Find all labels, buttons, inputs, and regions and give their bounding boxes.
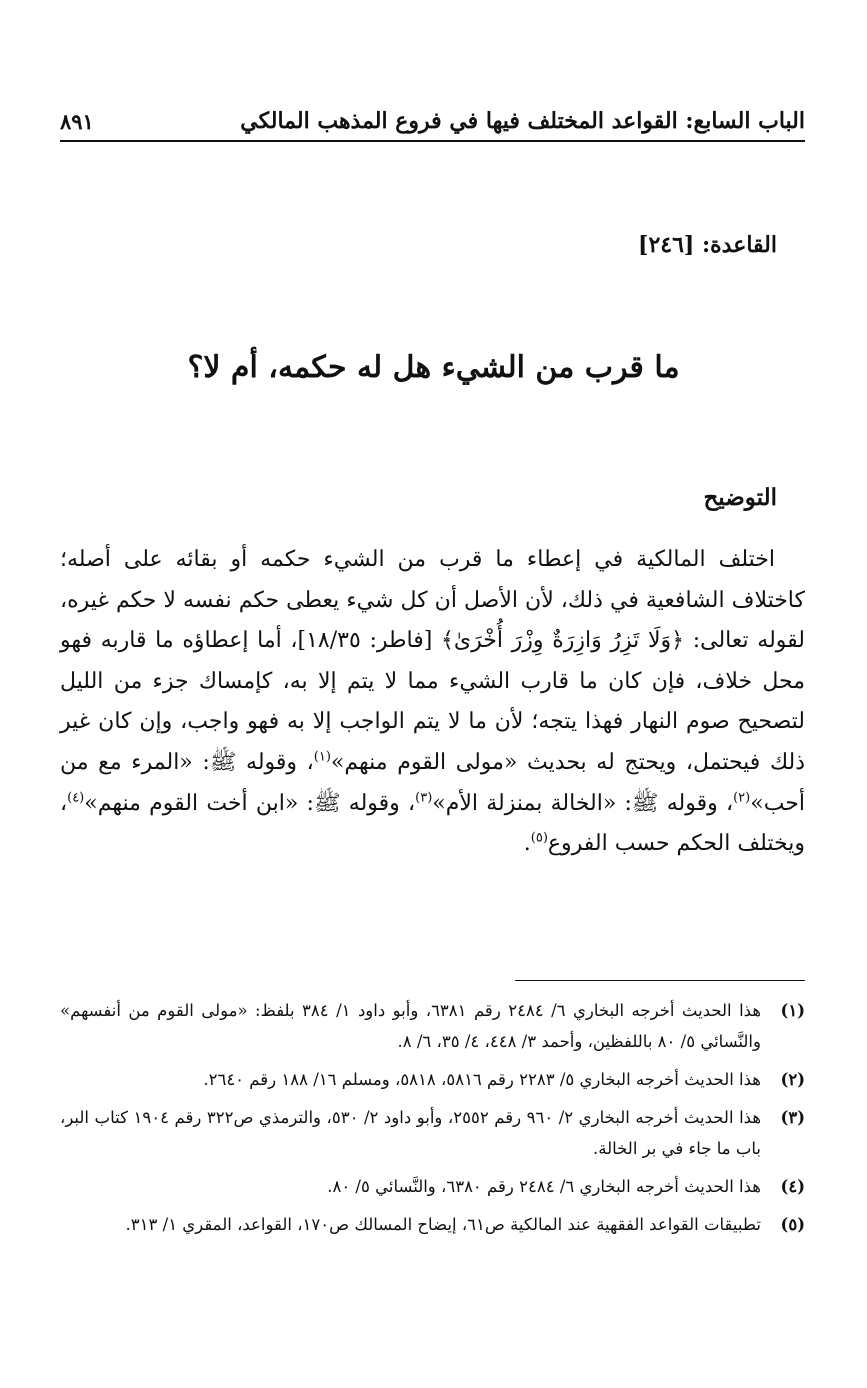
body-text-1: اختلف المالكية في إعطاء ما قرب من الشيء حكمه أو بقائه على أصله؛ كاختلاف الشافعية في ذلك، لأن الأصل أن كل شيء يعطى حكم نفسه لا حكم غيره، لقوله تعالى: ﴿وَلَا تَزِرُ وَازِرَةٌ وِزْرَ أُخْرَىٰ﴾ [فاطر: ١٨/٣٥]، أما إعطاؤه ما قاربه فهو محل خلاف، فإن كان ما قارب الشيء مما لا يتم إلا به، كإمساك جزء من الليل لتصحيح صوم النهار فهذا يتجه؛ لأن ما لا يتم الواجب إلا به فهو واجب، وإن كان غير ذلك فيحتمل، ويحتج له بحديث «مولى القوم منهم» [60, 547, 805, 775]
footnote-text: هذا الحديث أخرجه البخاري ٦/ ٢٤٨٤ رقم ٦٣٨٠، والنَّسائي ٥/ ٨٠. [327, 1177, 761, 1196]
footnote-text: هذا الحديث أخرجه البخاري ٢/ ٩٦٠ رقم ٢٥٥٢، وأبو داود ٢/ ٥٣٠، والترمذي ص٣٢٢ رقم ١٩٠٤ كتاب البر، باب ما جاء في بر الخالة. [60, 1108, 762, 1158]
rule-number: [٢٤٦] [638, 232, 695, 258]
header-rule [60, 140, 805, 142]
body-text-5: ، ويختلف الحكم حسب الفروع [60, 790, 805, 857]
body-text-3: ، وقوله ﷺ: «الخالة بمنزلة الأم» [432, 790, 734, 816]
body-text-4: ، وقوله ﷺ: «ابن أخت القوم منهم» [84, 790, 416, 816]
footnote-separator [515, 980, 805, 981]
rule-heading: ما قرب من الشيء هل له حكمه، أم لا؟ [187, 350, 680, 385]
footnote [60, 995, 805, 1057]
footnote-marker: (٢) [780, 1070, 805, 1089]
rule-label [638, 232, 777, 258]
body-text-2: ، وقوله ﷺ: «المرء مع من أحب» [60, 749, 806, 816]
footnote-ref-4: (٤) [67, 790, 85, 806]
footnote-text: هذا الحديث أخرجه البخاري ٦/ ٢٤٨٤ رقم ٦٣٨١، وأبو داود ١/ ٣٨٤ بلفظ: «مولى القوم من أنفسهم» والنَّسائي ٥/ ٨٠ باللفظين، وأحمد ٣/ ٤٤٨، ٤/ ٣٥، ٦/ ٨. [60, 1001, 762, 1051]
page-number: ٨٩١ [60, 109, 94, 134]
footnote-text: هذا الحديث أخرجه البخاري ٥/ ٢٢٨٣ رقم ٥٨١٦، ٥٨١٨، ومسلم ١٦/ ١٨٨ رقم ٢٦٤٠. [203, 1070, 761, 1089]
body-paragraph [60, 540, 805, 865]
rule-label-text: القاعدة: [702, 232, 777, 258]
footnote [60, 1209, 805, 1240]
footnote-marker: (٥) [780, 1215, 805, 1234]
section-heading: التوضيح [703, 484, 777, 511]
footnote [60, 1171, 805, 1202]
footnote-marker: (١) [780, 1001, 805, 1020]
body-text-6: . [523, 831, 531, 857]
footnote-marker: (٤) [780, 1177, 805, 1196]
footnote-marker: (٣) [780, 1108, 805, 1127]
footnote [60, 1064, 805, 1095]
footnote-ref-2: (٢) [733, 790, 751, 806]
footnote [60, 1102, 805, 1164]
footnote-text: تطبيقات القواعد الفقهية عند المالكية ص٦١، إيضاح المسالك ص١٧٠، القواعد، المقري ١/ ٣١٣. [125, 1215, 761, 1234]
running-header [60, 94, 805, 134]
footnote-ref-3: (٣) [415, 790, 433, 806]
footnote-ref-5: (٥) [530, 830, 548, 846]
footnote-ref-1: (١) [313, 749, 331, 765]
running-title: الباب السابع: القواعد المختلف فيها في فروع المذهب المالكي [240, 108, 805, 134]
footnotes [60, 995, 805, 1247]
